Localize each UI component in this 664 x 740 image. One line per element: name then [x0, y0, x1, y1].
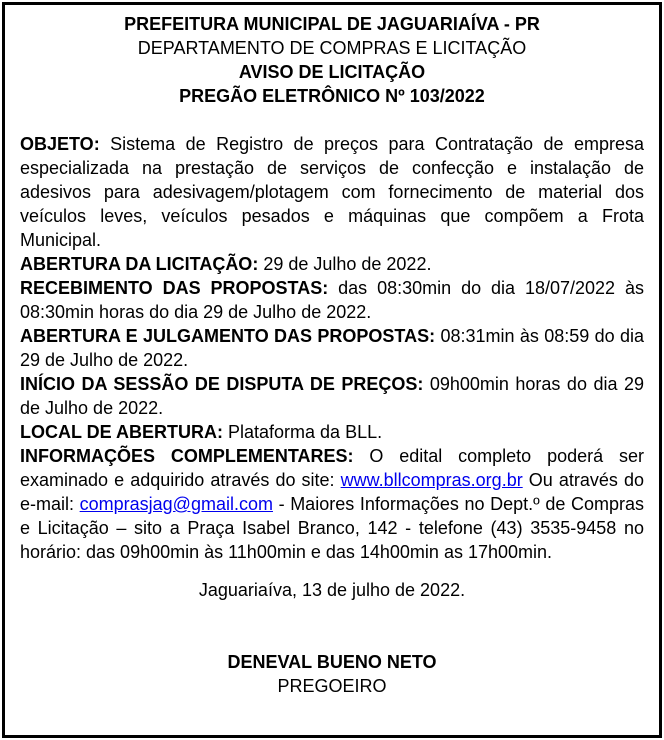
item-label: ABERTURA E JULGAMENTO DAS PROPOSTAS:: [20, 326, 436, 346]
item-text: 09h00min horas do dia 29 de Julho de 2022.: [20, 374, 644, 418]
auction-number-title: PREGÃO ELETRÔNICO Nº 103/2022: [179, 86, 485, 106]
item-text: 29 de Julho de 2022.: [258, 254, 432, 274]
objeto-text: Sistema de Registro de preços para Contratação de empresa especializada na prestação de serviços de confecção e instalação de adesivos para adesivagem/plotagem com fornecimento de material dos veículos leves, veículos pesados e máquinas que compõem a Frota Municipal.: [20, 134, 644, 250]
document-header: [20, 12, 644, 108]
objeto-label: OBJETO:: [20, 134, 100, 154]
notice-body: [20, 132, 644, 564]
date-line: Jaguariaíva, 13 de julho de 2022.: [198, 580, 466, 600]
notice-item-inicio-disputa: [20, 372, 644, 420]
item-label: LOCAL DE ABERTURA:: [20, 422, 223, 442]
informacoes-text-rest: - Maiores Informações no Dept.º de Compras e Licitação – sito a Praça Isabel Branco, 142 - telefone (43) 3535-9458 no horário: das 09h00min às 11h00min e das 14h00min as 17h00min.: [20, 494, 644, 562]
informacoes-paragraph: [20, 444, 644, 564]
site-link[interactable]: www.bllcompras.org.br: [340, 470, 523, 490]
department-line: DEPARTAMENTO DE COMPRAS E LICITAÇÃO: [137, 38, 527, 58]
org-title: PREFEITURA MUNICIPAL DE JAGUARIAÍVA - PR: [124, 14, 540, 34]
item-text: das 08:30min do dia 18/07/2022 às 08:30min horas do dia 29 de Julho de 2022.: [20, 278, 644, 322]
notice-item-abertura: [20, 252, 644, 276]
informacoes-label: INFORMAÇÕES COMPLEMENTARES:: [20, 446, 354, 466]
signatory-name: DENEVAL BUENO NETO: [227, 652, 437, 672]
notice-item-julgamento: [20, 324, 644, 372]
item-label: RECEBIMENTO DAS PROPOSTAS:: [20, 278, 329, 298]
signatory-role: PREGOEIRO: [277, 676, 387, 696]
objeto-paragraph: [20, 132, 644, 252]
item-label: ABERTURA DA LICITAÇÃO:: [20, 254, 259, 274]
notice-item-recebimento: [20, 276, 644, 324]
item-label: INÍCIO DA SESSÃO DE DISPUTA DE PREÇOS:: [20, 374, 424, 394]
informacoes-text-email: Ou através do e-mail:: [20, 470, 644, 514]
item-text: 08:31min às 08:59 do dia 29 de Julho de 2022.: [20, 326, 644, 370]
item-text: Plataforma da BLL.: [223, 422, 383, 442]
notice-page: [2, 2, 662, 738]
notice-item-local-abertura: [20, 420, 644, 444]
notice-type-title: AVISO DE LICITAÇÃO: [238, 62, 426, 82]
informacoes-text-site: O edital completo poderá ser examinado e adquirido através do site:: [20, 446, 644, 490]
email-link[interactable]: comprasjag@gmail.com: [79, 494, 273, 514]
